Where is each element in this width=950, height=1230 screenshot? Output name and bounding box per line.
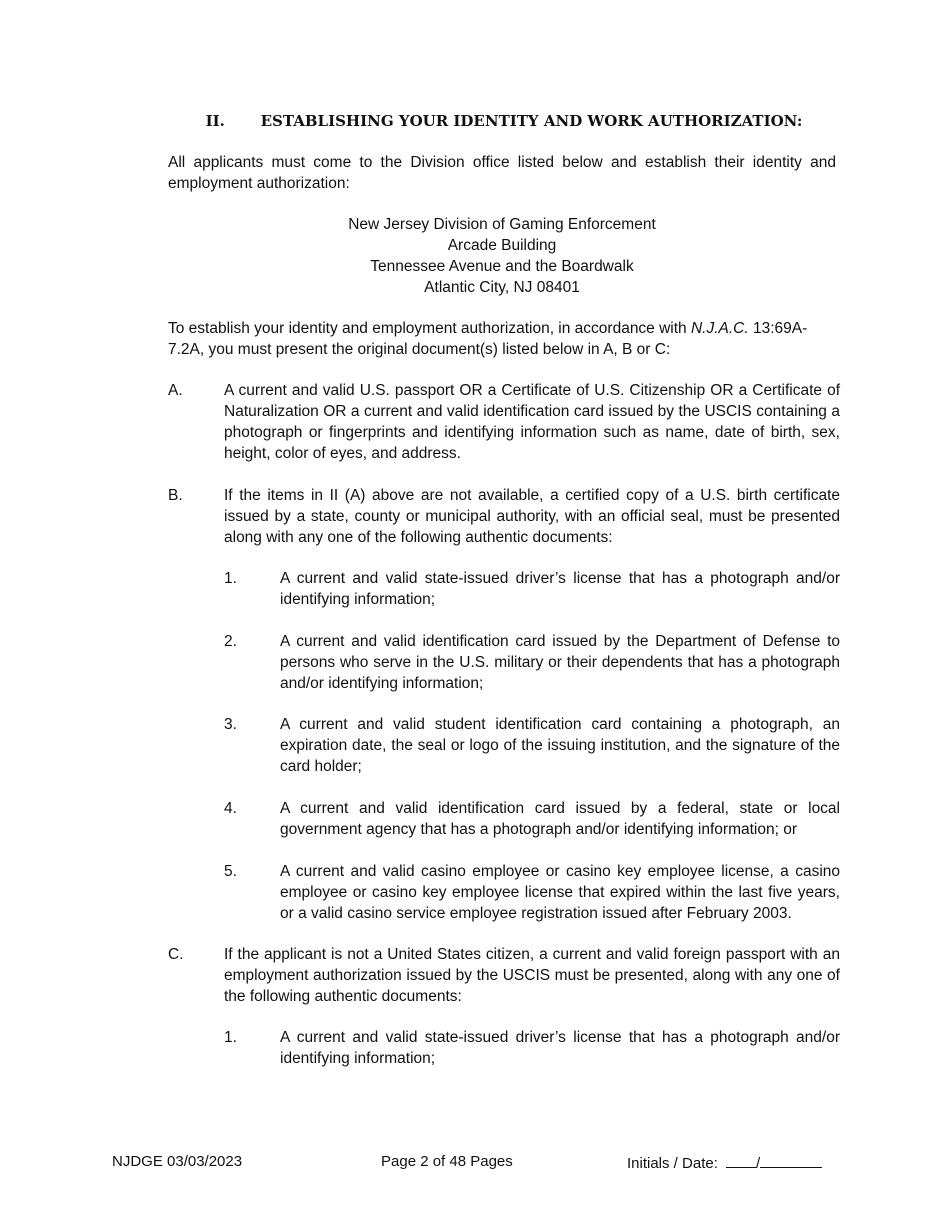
item-marker: A. [168,382,183,399]
footer-form-id: NJDGE 03/03/2023 [112,1153,243,1170]
division-address [168,214,836,298]
subitem-text: A current and valid state-issued driver’s license that has a photograph and/or identifying information; [280,1029,840,1067]
item-marker: B. [168,487,183,504]
subitem-text: A current and valid casino employee or casino key employee license, a casino employee or casino key employee license that expired within the last five years, or a valid casino service employee registration issued after February 2003. [280,863,840,922]
address-line: Atlantic City, NJ 08401 [424,279,580,296]
establish-paragraph [168,318,828,360]
subitem-text: A current and valid student identification card containing a photograph, an expiration date, the seal or logo of the issuing institution, and the signature of the card holder; [280,716,840,775]
list-item-b [168,485,840,548]
item-text: If the items in II (A) above are not available, a certified copy of a U.S. birth certificate issued by a state, county or municipal authority, with an official seal, must be presented along with any one of the following authentic documents: [224,487,840,546]
establish-text-before: To establish your identity and employment authorization, in accordance with [168,320,691,337]
subitem-marker: 1. [224,570,237,587]
date-blank[interactable] [760,1153,822,1168]
initials-label: Initials / Date: [627,1155,718,1172]
c-subitem-1 [224,1027,840,1069]
subitem-text: A current and valid identification card issued by the Department of Defense to persons who serve in the U.S. military or their dependents that has a photograph and/or identifying information; [280,633,840,692]
item-text: If the applicant is not a United States citizen, a current and valid foreign passport with an employment authorization issued by the USCIS must be presented, along with any one of the following authentic documents: [224,946,840,1005]
b-subitem-4 [224,798,840,840]
subitem-marker: 5. [224,863,237,880]
b-subitem-2 [224,631,840,694]
subitem-text: A current and valid state-issued driver’s license that has a photograph and/or identifying information; [280,570,840,608]
citation: N.J.A.C. [690,320,749,337]
section-heading [168,112,840,130]
b-subitem-3 [224,714,840,777]
item-text: A current and valid U.S. passport OR a Certificate of U.S. Citizenship OR a Certificate of Naturalization OR a current and valid identification card issued by the USCIS containing a photograph or fingerprints and identifying information such as name, date of birth, sex, height, color of eyes, and address. [224,382,840,462]
intro-paragraph: All applicants must come to the Division office listed below and establish their identity and employment authorization: [168,154,836,192]
subitem-marker: 4. [224,800,237,817]
subitem-text: A current and valid identification card issued by a federal, state or local government agency that has a photograph and/or identifying information; or [280,800,840,838]
address-line: Arcade Building [447,237,557,254]
b-subitem-5 [224,861,840,924]
list-item-a [168,380,840,464]
establish-text-after: 13:69A-7.2A, you must present the original document(s) listed below in A, B or C: [168,320,808,358]
section-number: II. [205,112,225,130]
subitem-marker: 1. [224,1029,237,1046]
address-line: Tennessee Avenue and the Boardwalk [370,258,634,275]
list-item-c [168,944,840,1007]
section-title: ESTABLISHING YOUR IDENTITY AND WORK AUTHORIZATION: [260,112,803,130]
subitem-marker: 3. [224,716,237,733]
date-separator: / [756,1155,761,1172]
item-marker: C. [168,946,184,963]
initials-blank[interactable] [726,1153,756,1168]
subitem-marker: 2. [224,633,237,650]
address-line: New Jersey Division of Gaming Enforcement [348,216,656,233]
b-subitem-1 [224,568,840,610]
footer-page-number: Page 2 of 48 Pages [381,1153,513,1170]
footer-initials-date [627,1153,822,1172]
